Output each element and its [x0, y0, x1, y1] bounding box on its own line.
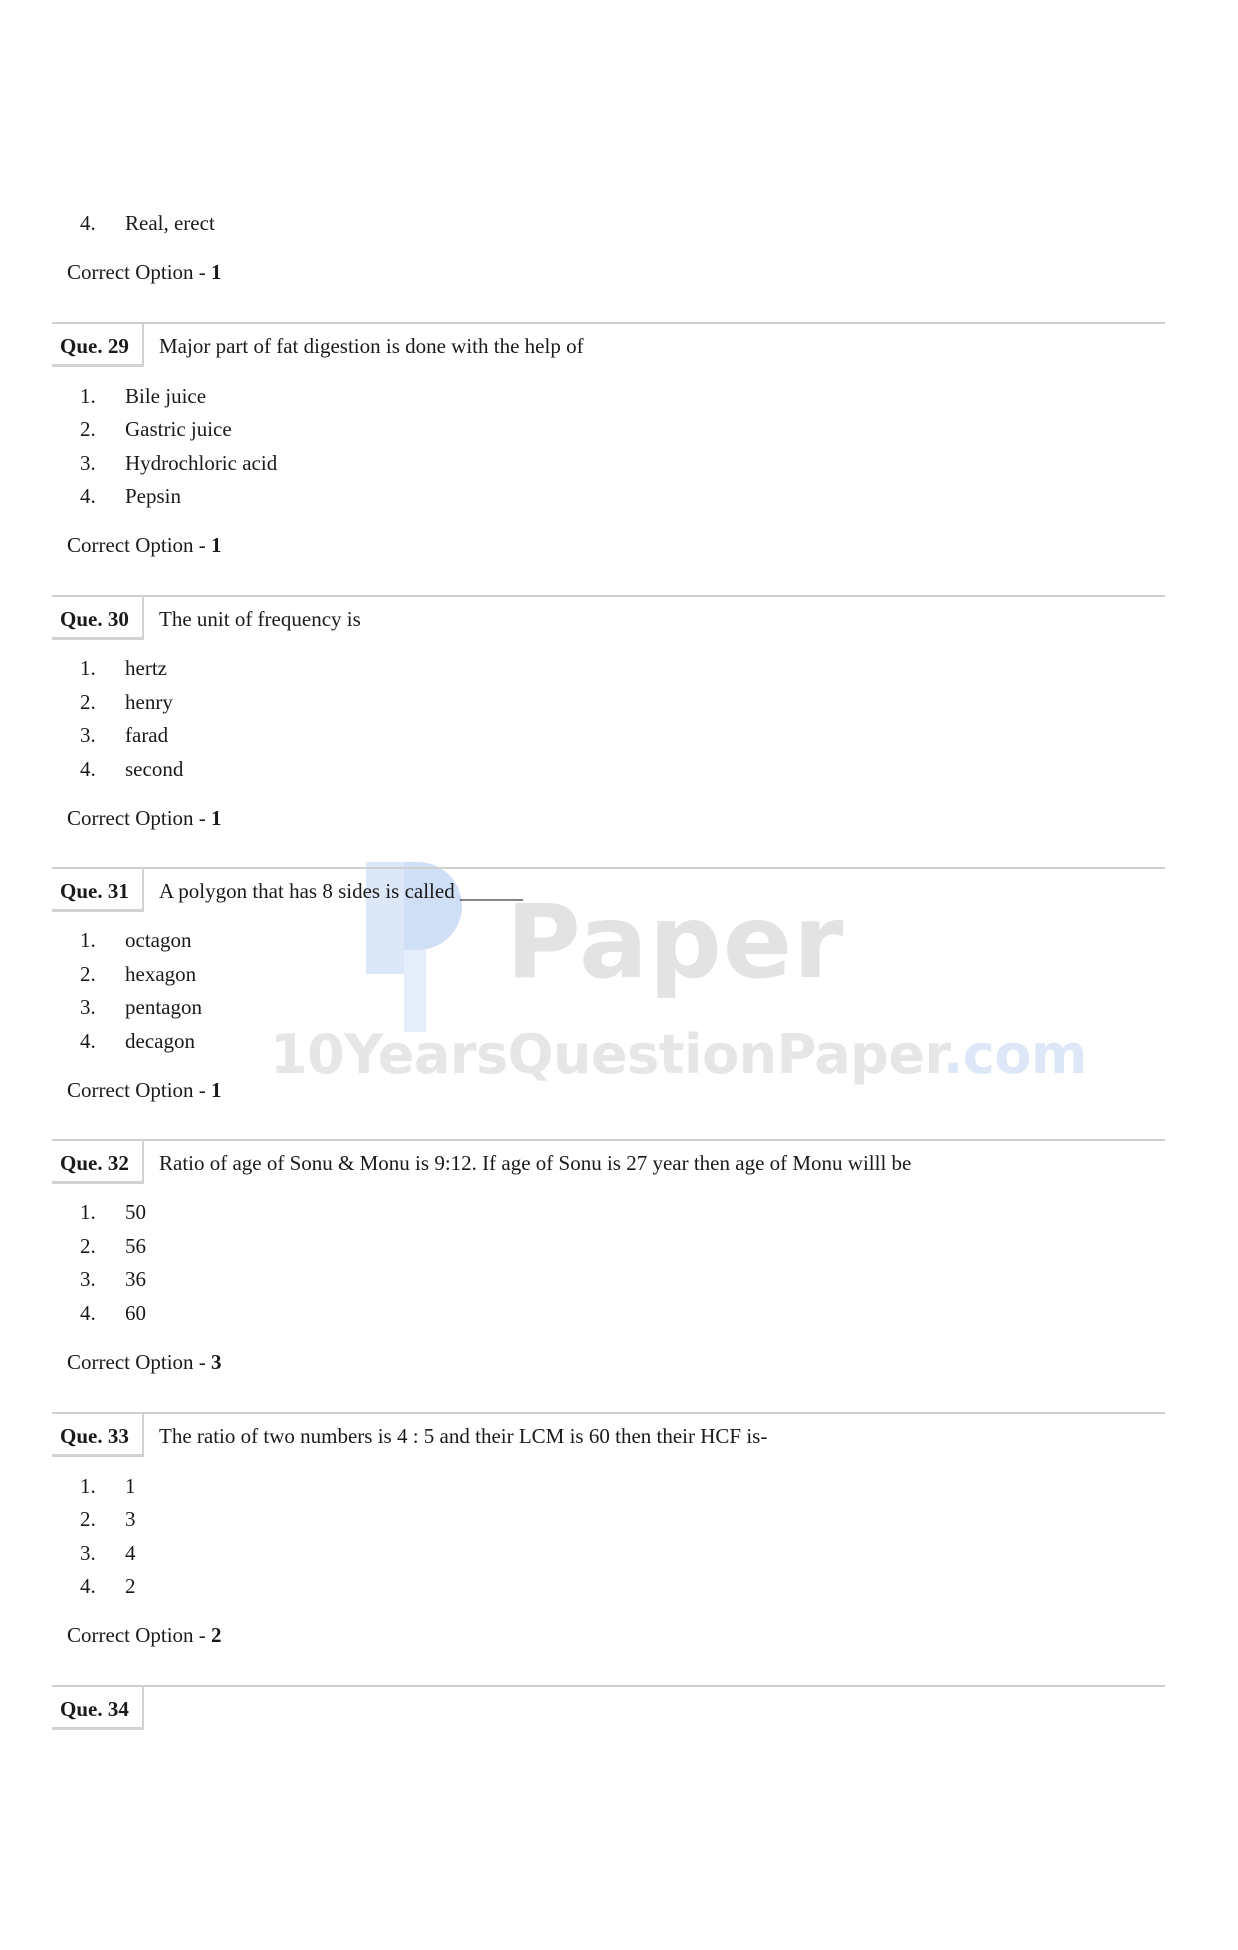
option-text: Hydrochloric acid — [125, 451, 278, 475]
option-number: 2. — [80, 1507, 96, 1531]
option-number: 2. — [80, 962, 96, 986]
correct-option-value: 2 — [211, 1623, 222, 1647]
option-number: 4. — [80, 1574, 96, 1598]
option-number: 3. — [80, 1541, 96, 1565]
option-text: 50 — [125, 1200, 146, 1224]
correct-option — [67, 1078, 222, 1102]
option-number: 4. — [80, 211, 96, 235]
option-number: 1. — [80, 656, 96, 680]
option-text: 4 — [125, 1541, 136, 1565]
question-divider — [52, 867, 1165, 869]
correct-option-value: 1 — [211, 533, 222, 557]
option-text: decagon — [125, 1029, 195, 1053]
question-divider — [52, 322, 1165, 324]
question-label: Que. 33 — [60, 1424, 129, 1448]
option-number: 1. — [80, 928, 96, 952]
question-label: Que. 30 — [60, 607, 129, 631]
correct-option-label: Correct Option - — [67, 806, 212, 830]
option-text: second — [125, 757, 184, 781]
watermark-site — [270, 1025, 1087, 1085]
question-divider — [52, 1412, 1165, 1414]
option-text: 56 — [125, 1234, 146, 1258]
correct-option-label: Correct Option - — [67, 260, 212, 284]
watermark-site-tld: .com — [942, 1023, 1087, 1086]
option-text: octagon — [125, 928, 192, 952]
correct-option-value: 1 — [211, 1078, 222, 1102]
option-number: 3. — [80, 1267, 96, 1291]
option-text: 60 — [125, 1301, 146, 1325]
option-text: Real, erect — [125, 211, 215, 235]
option-number: 1. — [80, 1200, 96, 1224]
question-label: Que. 32 — [60, 1151, 129, 1175]
correct-option — [67, 1623, 222, 1647]
option-number: 4. — [80, 1301, 96, 1325]
correct-option — [67, 806, 222, 830]
option-number: 2. — [80, 690, 96, 714]
option-text: Pepsin — [125, 484, 182, 508]
question-text: The ratio of two numbers is 4 : 5 and their LCM is 60 then their HCF is- — [159, 1424, 768, 1448]
correct-option — [67, 533, 222, 557]
question-label: Que. 34 — [60, 1697, 129, 1721]
question-text: The unit of frequency is — [159, 607, 361, 631]
question-label: Que. 29 — [60, 334, 129, 358]
option-number: 2. — [80, 1234, 96, 1258]
correct-option-value: 1 — [211, 806, 222, 830]
option-number: 3. — [80, 451, 96, 475]
option-number: 2. — [80, 417, 96, 441]
option-number: 4. — [80, 484, 96, 508]
option-text: henry — [125, 690, 173, 714]
option-text: 3 — [125, 1507, 136, 1531]
watermark-site-main: 10YearsQuestionPaper — [270, 1023, 943, 1086]
question-divider — [52, 1139, 1165, 1141]
question-text: A polygon that has 8 sides is called ______ — [159, 879, 523, 903]
option-text: hexagon — [125, 962, 197, 986]
option-text: pentagon — [125, 995, 202, 1019]
option-number: 1. — [80, 384, 96, 408]
question-text: Ratio of age of Sonu & Monu is 9:12. If age of Sonu is 27 year then age of Monu willl be — [159, 1151, 912, 1175]
option-number: 4. — [80, 1029, 96, 1053]
correct-option — [67, 260, 222, 284]
correct-option — [67, 1350, 222, 1374]
correct-option-value: 3 — [211, 1350, 222, 1374]
correct-option-label: Correct Option - — [67, 533, 212, 557]
option-text: farad — [125, 723, 169, 747]
option-number: 3. — [80, 995, 96, 1019]
option-number: 3. — [80, 723, 96, 747]
question-label: Que. 31 — [60, 879, 129, 903]
question-divider — [52, 595, 1165, 597]
option-text: hertz — [125, 656, 167, 680]
correct-option-label: Correct Option - — [67, 1350, 212, 1374]
option-text: Gastric juice — [125, 417, 232, 441]
watermark-brand: Paper — [506, 883, 845, 1002]
option-text: 2 — [125, 1574, 136, 1598]
option-text: 36 — [125, 1267, 146, 1291]
option-text: Bile juice — [125, 384, 207, 408]
question-divider — [52, 1685, 1165, 1687]
option-text: 1 — [125, 1474, 136, 1498]
option-number: 4. — [80, 757, 96, 781]
correct-option-label: Correct Option - — [67, 1623, 212, 1647]
question-text: Major part of fat digestion is done with the help of — [159, 334, 584, 358]
correct-option-value: 1 — [211, 260, 222, 284]
option-number: 1. — [80, 1474, 96, 1498]
correct-option-label: Correct Option - — [67, 1078, 212, 1102]
